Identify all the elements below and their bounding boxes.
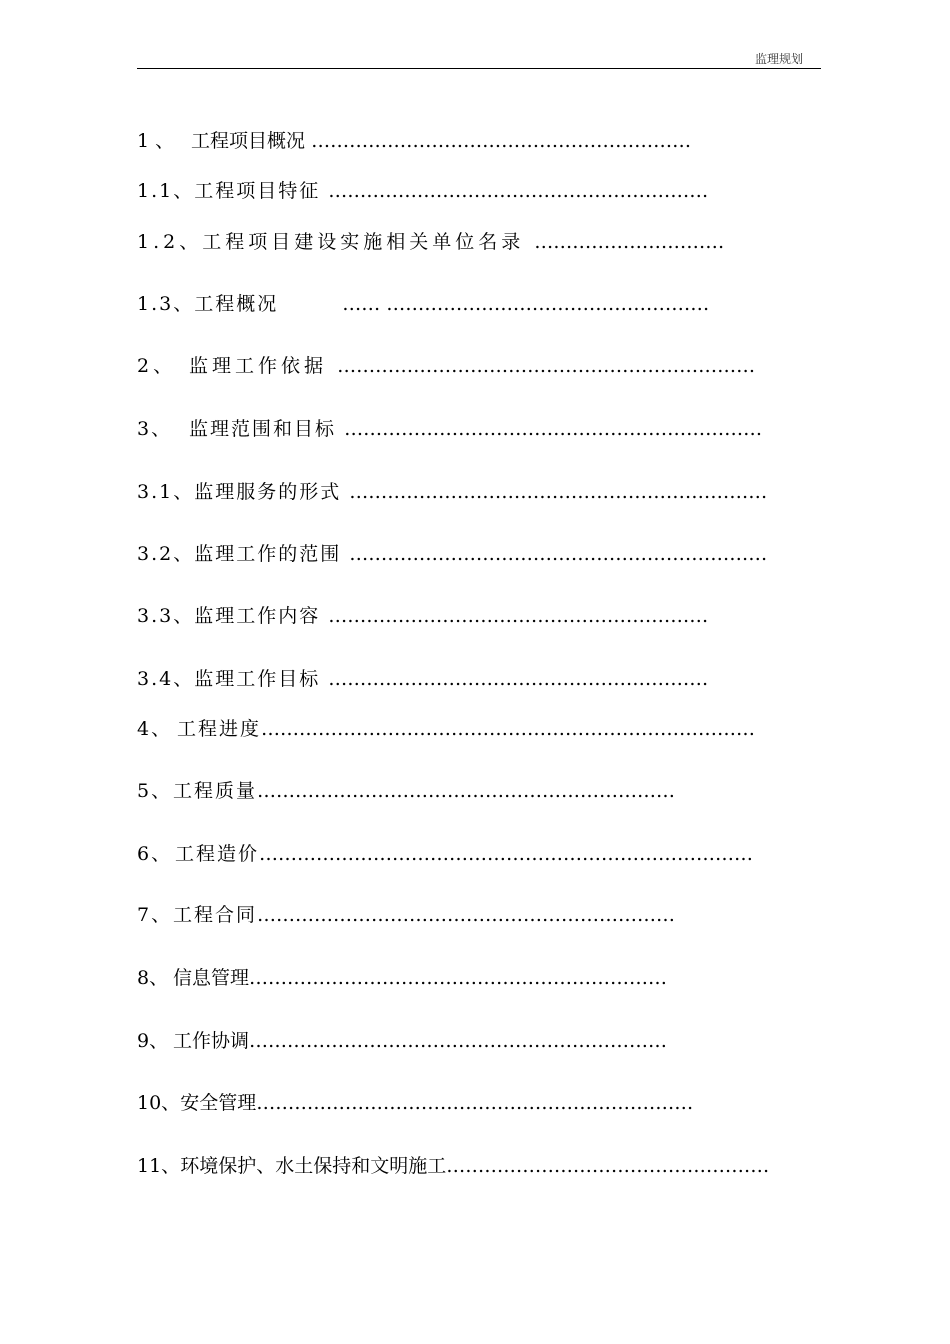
toc-leader: …… …………………………………………… [342, 293, 710, 315]
toc-leader: …………………………………………………… [328, 605, 709, 627]
toc-entry[interactable] [137, 228, 821, 256]
toc-entry[interactable] [137, 352, 821, 380]
toc-entry[interactable] [137, 540, 821, 568]
toc-title: 工作协调 [173, 1030, 250, 1052]
toc-leader: ………………………………………………………… [337, 355, 756, 377]
toc-entry[interactable] [137, 602, 797, 630]
toc-entry[interactable] [137, 290, 797, 318]
toc-leader: …………………………………………………………………… [259, 843, 754, 865]
toc-entry[interactable] [137, 964, 807, 992]
toc-number: 7、 [137, 904, 173, 926]
toc-leader: ………………………………………………………… [249, 967, 668, 989]
toc-number: 3.4、 [137, 668, 195, 690]
toc-number: 8、 [137, 967, 169, 989]
toc-leader: ………………………………………………………… [349, 481, 768, 503]
toc-number: 1.1、 [137, 180, 195, 202]
toc-title: 工程项目概况 [191, 130, 306, 152]
toc-entry[interactable] [137, 1152, 821, 1180]
toc-entry[interactable] [137, 901, 807, 929]
toc-title: 工程合同 [173, 904, 258, 926]
toc-number: 1.2、 [137, 231, 203, 253]
toc-entry[interactable] [137, 777, 807, 805]
toc-entry[interactable] [137, 478, 821, 506]
toc-title: 环境保护、水土保持和文明施工 [180, 1155, 447, 1177]
toc-title: 安全管理 [180, 1092, 257, 1114]
toc-number: 5、 [137, 780, 173, 802]
toc-title: 工程进度 [177, 718, 262, 740]
toc-leader: …………………………………………… [446, 1155, 770, 1177]
toc-number: 3、 [137, 418, 173, 440]
toc-entry[interactable] [137, 665, 797, 693]
header-title: 监理规划 [754, 52, 803, 66]
toc-number: 10、 [137, 1092, 181, 1114]
toc-leader: …………………………………………………………… [256, 1092, 694, 1114]
toc-title: 工程项目建设实施相关单位名录 [202, 231, 525, 253]
toc-entry[interactable] [137, 127, 797, 155]
toc-leader: …………………………………………………… [311, 130, 692, 152]
toc-number: 6、 [137, 843, 173, 865]
toc-number: 4、 [137, 718, 173, 740]
toc-number: 1 、 [137, 130, 175, 152]
toc-leader: …………………………………………………… [328, 180, 709, 202]
toc-entry[interactable] [137, 715, 807, 743]
toc-title: 工程概况 [194, 293, 279, 315]
toc-number: 3.1、 [137, 481, 195, 503]
toc-number: 9、 [137, 1030, 169, 1052]
toc-title: 工程项目特征 [194, 180, 321, 202]
toc-leader: ………………………………………………………… [344, 418, 763, 440]
toc-title: 监理工作依据 [189, 355, 328, 377]
toc-number: 11、 [137, 1155, 181, 1177]
toc-title: 监理工作目标 [194, 668, 321, 690]
toc-title: 工程造价 [175, 843, 260, 865]
toc-title: 工程质量 [173, 780, 258, 802]
toc-leader: ………………………………………………………… [349, 543, 768, 565]
toc-number: 3.2、 [137, 543, 195, 565]
toc-entry[interactable] [137, 415, 821, 443]
toc-entry[interactable] [137, 840, 807, 868]
toc-leader: ………………………………………………………… [257, 904, 676, 926]
toc-title: 监理工作内容 [194, 605, 321, 627]
toc-number: 2、 [137, 355, 177, 377]
toc-title: 监理范围和目标 [189, 418, 337, 440]
toc-leader: …………………………………………………… [328, 668, 709, 690]
toc-title: 监理工作的范围 [194, 543, 342, 565]
toc-entry[interactable] [137, 1089, 821, 1117]
toc-leader: ………………………… [534, 231, 725, 253]
toc-leader: …………………………………………………………………… [261, 718, 756, 740]
toc-number: 1.3、 [137, 293, 195, 315]
toc-number: 3.3、 [137, 605, 195, 627]
toc-title: 信息管理 [173, 967, 250, 989]
toc-leader: ………………………………………………………… [257, 780, 676, 802]
toc-entry[interactable] [137, 177, 797, 205]
toc-entry[interactable] [137, 1027, 807, 1055]
toc-leader: ………………………………………………………… [249, 1030, 668, 1052]
toc-title: 监理服务的形式 [194, 481, 342, 503]
